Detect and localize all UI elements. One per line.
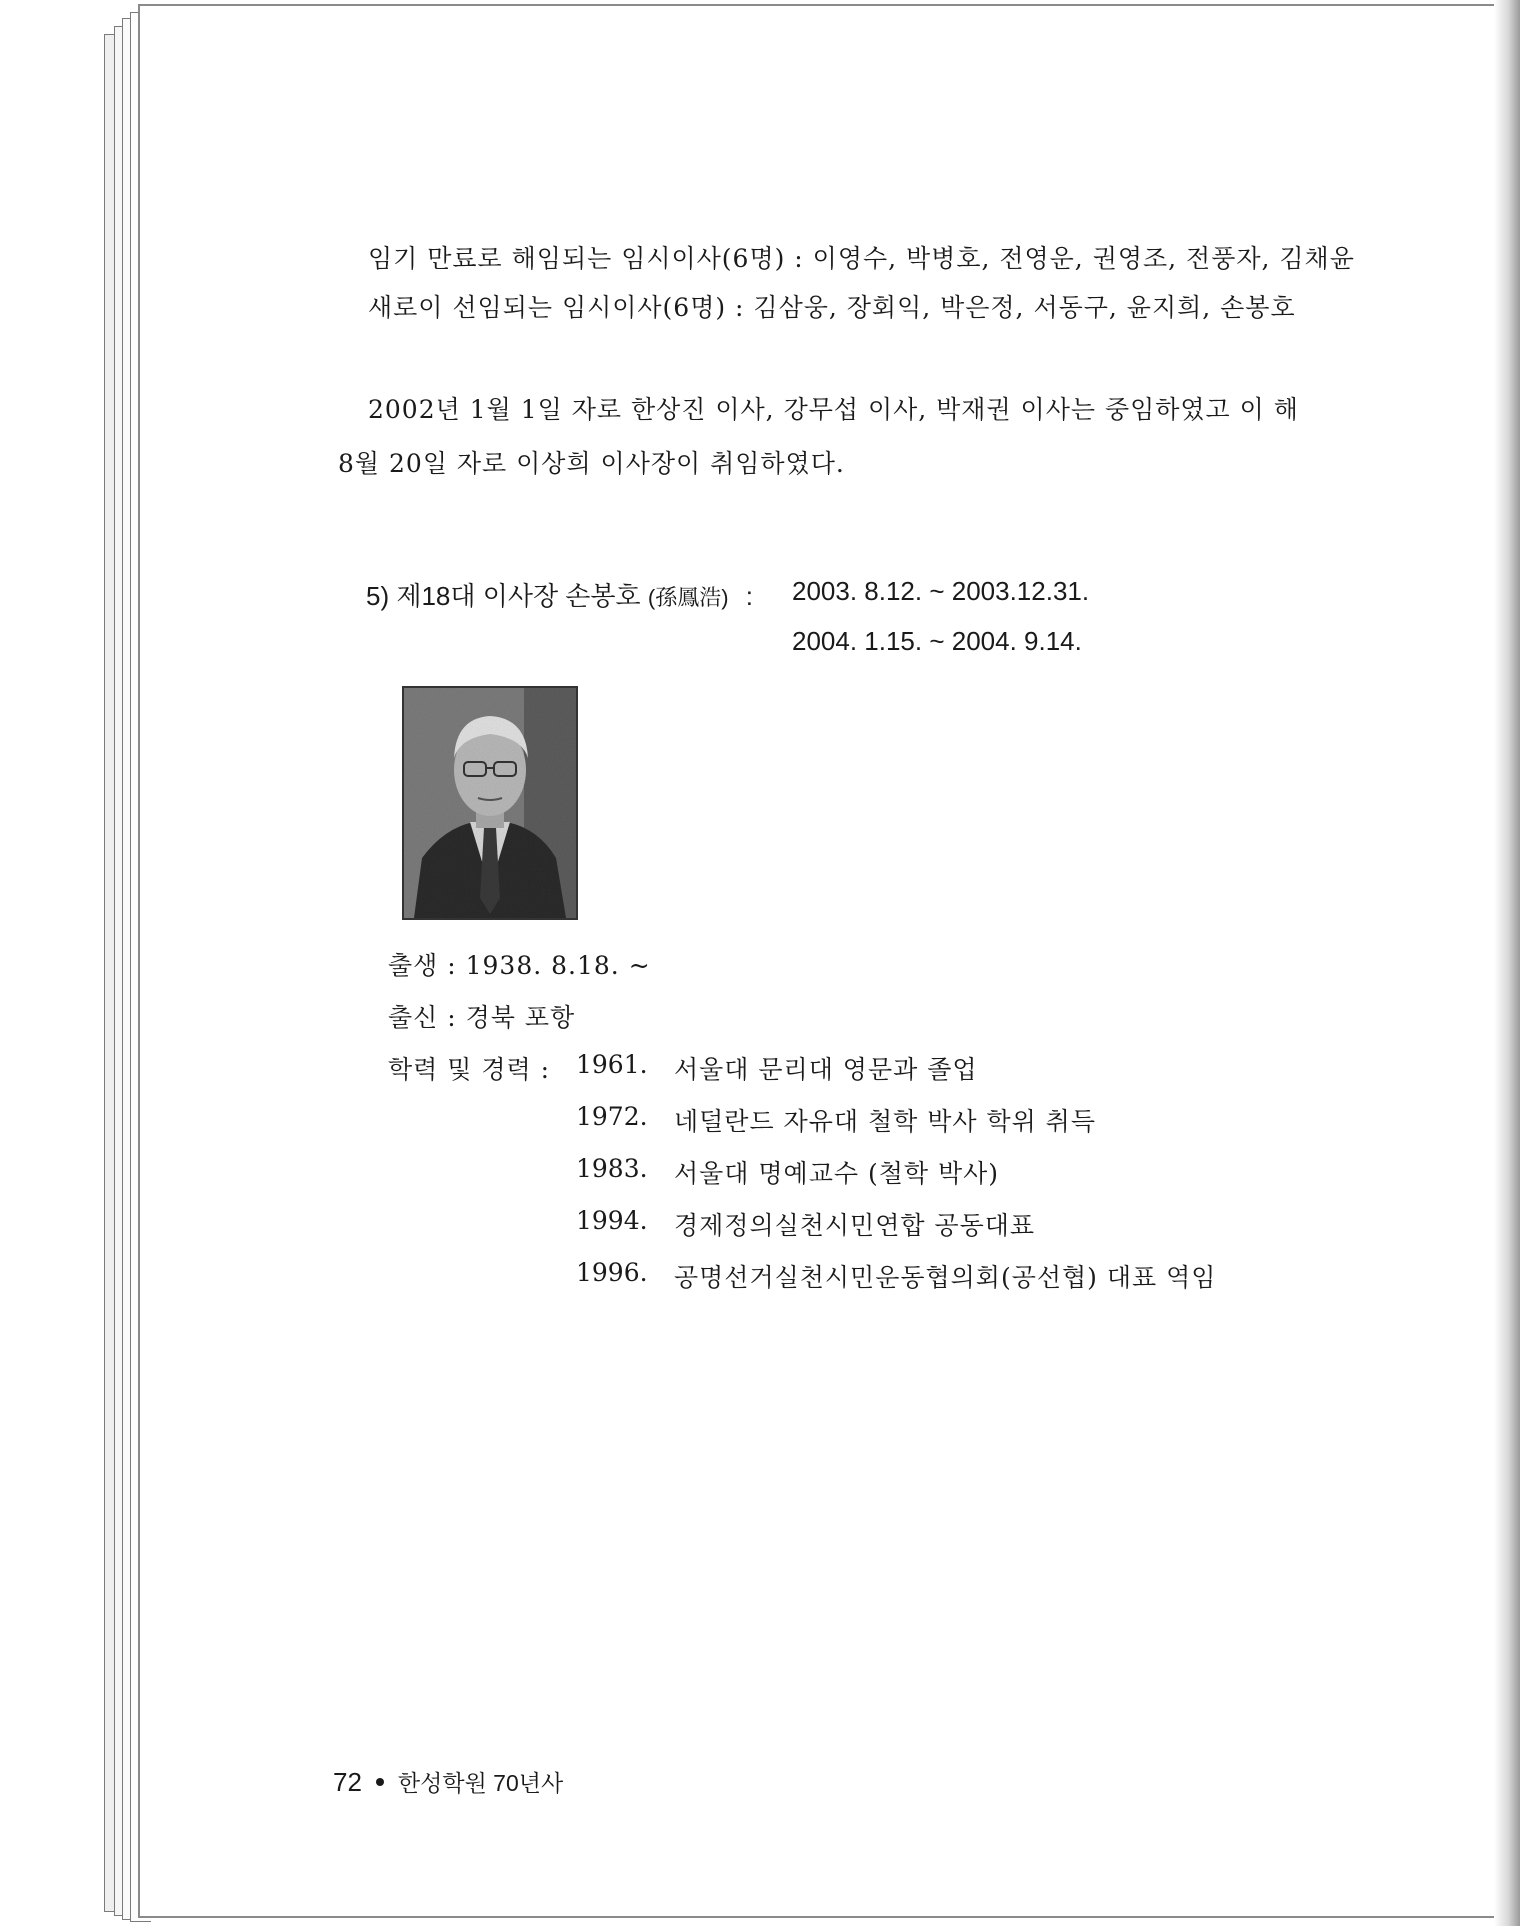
career-year: 1994. (576, 1206, 648, 1235)
section-heading (366, 576, 753, 613)
book-title: 한성학원 70년사 (397, 1770, 564, 1796)
heading-title: 5) 제18대 이사장 손봉호 (366, 581, 641, 611)
term-period-1: 2003. 8.12. ~ 2003.12.31. (792, 576, 1090, 606)
paragraph-line: 8월 20일 자로 이상희 이사장이 취임하였다. (338, 449, 845, 478)
career-year: 1983. (576, 1154, 648, 1183)
dismissed-directors-line: 임기 만료로 해임되는 임시이사(6명) : 이영수, 박병호, 전영운, 권영조, 전풍자, 김채윤 (368, 244, 1355, 273)
bullet-icon (376, 1778, 384, 1786)
career-description: 네덜란드 자유대 철학 박사 학위 취득 (674, 1107, 1096, 1136)
origin-line: 출신 : 경북 포항 (388, 1003, 576, 1032)
page-footer (333, 1765, 563, 1798)
term-period-2: 2004. 1.15. ~ 2004. 9.14. (792, 626, 1082, 656)
career-description: 서울대 명예교수 (철학 박사) (674, 1159, 999, 1188)
birth-line: 출생 : 1938. 8.18. ~ (388, 951, 651, 980)
paragraph-line: 2002년 1월 1일 자로 한상진 이사, 강무섭 이사, 박재권 이사는 중임하였고 이 해 (368, 395, 1299, 424)
page-edge-shadow (1494, 0, 1520, 1926)
career-description: 경제정의실천시민연합 공동대표 (674, 1211, 1036, 1240)
appointed-directors-line: 새로이 선임되는 임시이사(6명) : 김삼웅, 장회익, 박은정, 서동구, 윤지희, 손봉호 (368, 293, 1296, 322)
career-description: 서울대 문리대 영문과 졸업 (674, 1055, 978, 1084)
portrait-photo (402, 686, 578, 920)
career-year: 1972. (576, 1102, 648, 1131)
heading-separator: : (745, 581, 753, 611)
career-description: 공명선거실천시민운동협의회(공선협) 대표 역임 (674, 1263, 1217, 1292)
page-number: 72 (333, 1767, 362, 1797)
career-year: 1996. (576, 1258, 648, 1287)
career-label: 학력 및 경력 : (388, 1055, 551, 1084)
heading-hanja: (孫鳳浩) (647, 585, 729, 610)
career-year: 1961. (576, 1050, 648, 1079)
